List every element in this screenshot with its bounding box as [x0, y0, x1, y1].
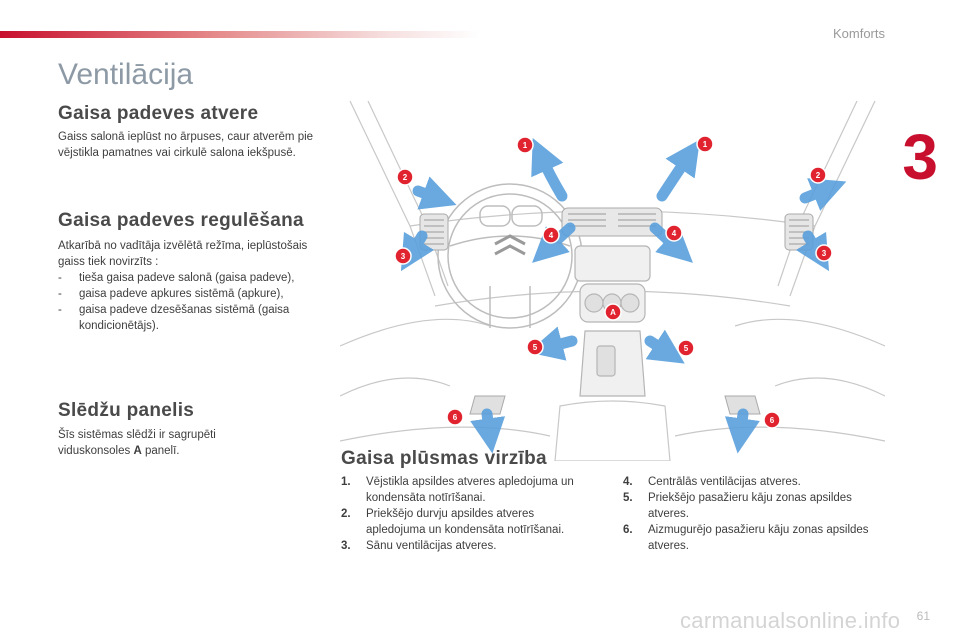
header-color-bar — [0, 31, 480, 38]
marker-6-right — [764, 412, 780, 428]
svg-text:2: 2 — [402, 173, 408, 182]
marker-1-left — [517, 137, 533, 153]
svg-text:1: 1 — [522, 141, 528, 150]
svg-text:4: 4 — [548, 231, 554, 240]
intake-text: Gaiss salonā ieplūst no ārpuses, caur atverēm pie vējstikla pamatnes vai cirkulē salona iekšpusē. — [58, 131, 314, 159]
svg-text:3: 3 — [400, 252, 406, 261]
marker-a — [605, 304, 621, 320]
page-title: Ventilācija — [58, 58, 194, 91]
svg-text:A: A — [610, 308, 616, 317]
marker-1-right — [697, 136, 713, 152]
list-item: - gaisa padeve apkures sistēmā (apkure), — [58, 288, 284, 300]
dashboard-ventilation-diagram — [340, 96, 885, 461]
central-vents — [562, 208, 662, 236]
regulation-heading: Gaisa padeves regulēšana — [58, 210, 304, 231]
marker-5-left — [527, 339, 543, 355]
airflow-legend-left — [341, 474, 596, 554]
legend-item: 5. Priekšējo pasažieru kāju zonas apsildes atveres. — [623, 492, 852, 520]
section-label: Komforts — [832, 26, 885, 41]
regulation-intro: Atkarībā no vadītāja izvēlētā režīma, ieplūstošais gaiss tiek novirzīts : — [58, 240, 308, 268]
page-number: 61 — [916, 609, 930, 623]
regulation-list — [58, 270, 323, 334]
chapter-number: 3 — [902, 121, 938, 193]
marker-4-left — [543, 227, 559, 243]
svg-text:5: 5 — [532, 343, 538, 352]
legend-item: 2. Priekšējo durvju apsildes atveres apledojuma un kondensāta notīrīšanai. — [341, 508, 565, 536]
bullet-dash: - — [58, 288, 62, 300]
svg-text:6: 6 — [452, 413, 458, 422]
list-item: - gaisa padeve dzesēšanas sistēmā (gaisa kondicionētājs). — [58, 304, 290, 332]
svg-text:6: 6 — [769, 416, 775, 425]
svg-text:2: 2 — [815, 171, 821, 180]
marker-3-left — [395, 248, 411, 264]
marker-3-right — [816, 245, 832, 261]
marker-6-left — [447, 409, 463, 425]
airflow-heading: Gaisa plūsmas virzība — [341, 448, 547, 469]
legend-item: 3. Sānu ventilācijas atveres. — [341, 540, 497, 552]
marker-4-right — [666, 225, 682, 241]
intake-heading: Gaisa padeves atvere — [58, 103, 259, 124]
airflow-legend-right — [623, 474, 888, 554]
legend-item: 1. Vējstikla apsildes atveres apledojuma un kondensāta notīrīšanai. — [341, 476, 574, 504]
legend-item: 4. Centrālās ventilācijas atveres. — [623, 476, 801, 488]
bullet-dash: - — [58, 272, 62, 284]
list-item: - tieša gaisa padeve salonā (gaisa padeve), — [58, 272, 295, 284]
svg-text:4: 4 — [671, 229, 677, 238]
svg-text:1: 1 — [702, 140, 708, 149]
watermark: carmanualsonline.info — [680, 608, 901, 633]
marker-5-right — [678, 340, 694, 356]
svg-text:5: 5 — [683, 344, 689, 353]
panel-text: Šīs sistēmas slēdži ir sagrupēti viduskonsoles A panelī. — [58, 429, 216, 457]
legend-item: 6. Aizmugurējo pasažieru kāju zonas apsildes atveres. — [623, 524, 869, 552]
svg-text:3: 3 — [821, 249, 827, 258]
marker-2-right — [810, 167, 826, 183]
center-console — [575, 246, 650, 396]
bullet-dash: - — [58, 304, 62, 316]
panel-heading: Slēdžu panelis — [58, 400, 195, 421]
marker-2-left — [397, 169, 413, 185]
